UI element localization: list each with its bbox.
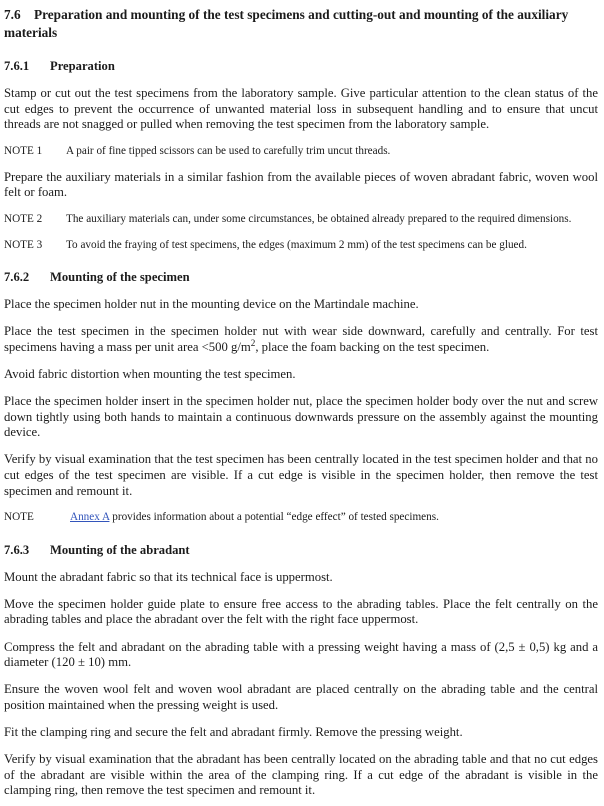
- note-text: A pair of fine tipped scissors can be used to carefully trim uncut threads.: [66, 144, 391, 157]
- superscript: 2: [250, 337, 256, 348]
- section-title: Preparation and mounting of the test specimens and cutting-out and mounting of the auxiliary materials: [4, 7, 569, 40]
- section-heading-7-6: [4, 6, 598, 41]
- paragraph: Fit the clamping ring and secure the felt and abradant firmly. Remove the pressing weight.: [4, 724, 463, 739]
- paragraph: Verify by visual examination that the test specimen has been centrally located in the test specimen holder and that no cut edges of the test specimen are visible. If a cut edge is visible in the specimen holder, then remove the test specimen and remount it.: [4, 452, 598, 498]
- note-3: [4, 238, 598, 253]
- subsection-number: 7.6.3: [4, 542, 30, 557]
- annex-a-link[interactable]: Annex A: [70, 511, 110, 524]
- subsection-heading-7-6-2: [4, 269, 598, 285]
- subsection-title: Mounting of the abradant: [50, 542, 190, 557]
- note-label: NOTE 3: [4, 238, 43, 251]
- note-text: To avoid the fraying of test specimens, the edges (maximum 2 mm) of the test specimens can be glued.: [66, 238, 527, 251]
- paragraph-lead: Place the test specimen in the specimen holder nut with wear side downward, carefully and centrally. For test specimens having a mass per unit area <500 g/m: [4, 324, 598, 354]
- subsection-heading-7-6-1: [4, 58, 598, 74]
- subsection-number: 7.6.1: [4, 59, 30, 73]
- paragraph: Place the specimen holder nut in the mounting device on the Martindale machine.: [4, 297, 419, 312]
- note-text: provides information about a potential “edge effect” of tested specimens.: [109, 511, 439, 524]
- note-label: NOTE: [4, 511, 34, 524]
- subsection-heading-7-6-3: [4, 542, 598, 558]
- paragraph: Place the specimen holder insert in the specimen holder nut, place the specimen holder body over the nut and screw down tightly using both hands to maintain a continuous downwards pressure on the assembly against the mounting device.: [4, 394, 598, 440]
- paragraph-tail: , place the foam backing on the test specimen.: [255, 339, 490, 354]
- note-label: NOTE 2: [4, 213, 43, 226]
- paragraph-with-superscript: [4, 324, 598, 355]
- subsection-title: Preparation: [50, 59, 115, 73]
- subsection-number: 7.6.2: [4, 270, 30, 285]
- note-1: [4, 144, 598, 159]
- paragraph: Avoid fabric distortion when mounting the test specimen.: [4, 367, 296, 382]
- note-2: [4, 212, 598, 227]
- paragraph: Move the specimen holder guide plate to ensure free access to the abrading tables. Place the felt centrally on the abrading tables and place the abradant over the felt with the right face uppermost.: [4, 596, 598, 627]
- paragraph: Prepare the auxiliary materials in a similar fashion from the available pieces of woven abradant fabric, woven wool felt or foam.: [4, 169, 598, 200]
- subsection-title: Mounting of the specimen: [50, 270, 190, 285]
- paragraph: Mount the abradant fabric so that its technical face is uppermost.: [4, 569, 333, 584]
- note-annex-a: [4, 510, 598, 525]
- paragraph: Verify by visual examination that the abradant has been centrally located on the abrading table and that no cut edges of the abradant are visible within the area of the clamping ring. If a cut edge of the abradant is visible in the clamping ring, then remove the test specimen and remount it.: [4, 752, 598, 798]
- paragraph: Ensure the woven wool felt and woven wool abradant are placed centrally on the abrading table and the central position maintained when the pressing weight is used.: [4, 682, 598, 712]
- note-label: NOTE 1: [4, 144, 43, 157]
- paragraph: Stamp or cut out the test specimens from the laboratory sample. Give particular attention to the clean status of the cut edges to prevent the occurrence of unwanted material loss in subsequent handling and to ensure that uncut threads are not snagged or pulled when removing the test specimen from the laboratory sample.: [4, 86, 598, 132]
- section-number: 7.6: [4, 7, 21, 22]
- note-text: The auxiliary materials can, under some circumstances, be obtained already prepared to the required dimensions.: [66, 213, 572, 226]
- paragraph: Compress the felt and abradant on the abrading table with a pressing weight having a mass of (2,5 ± 0,5) kg and a diameter (120 ± 10) mm.: [4, 639, 598, 670]
